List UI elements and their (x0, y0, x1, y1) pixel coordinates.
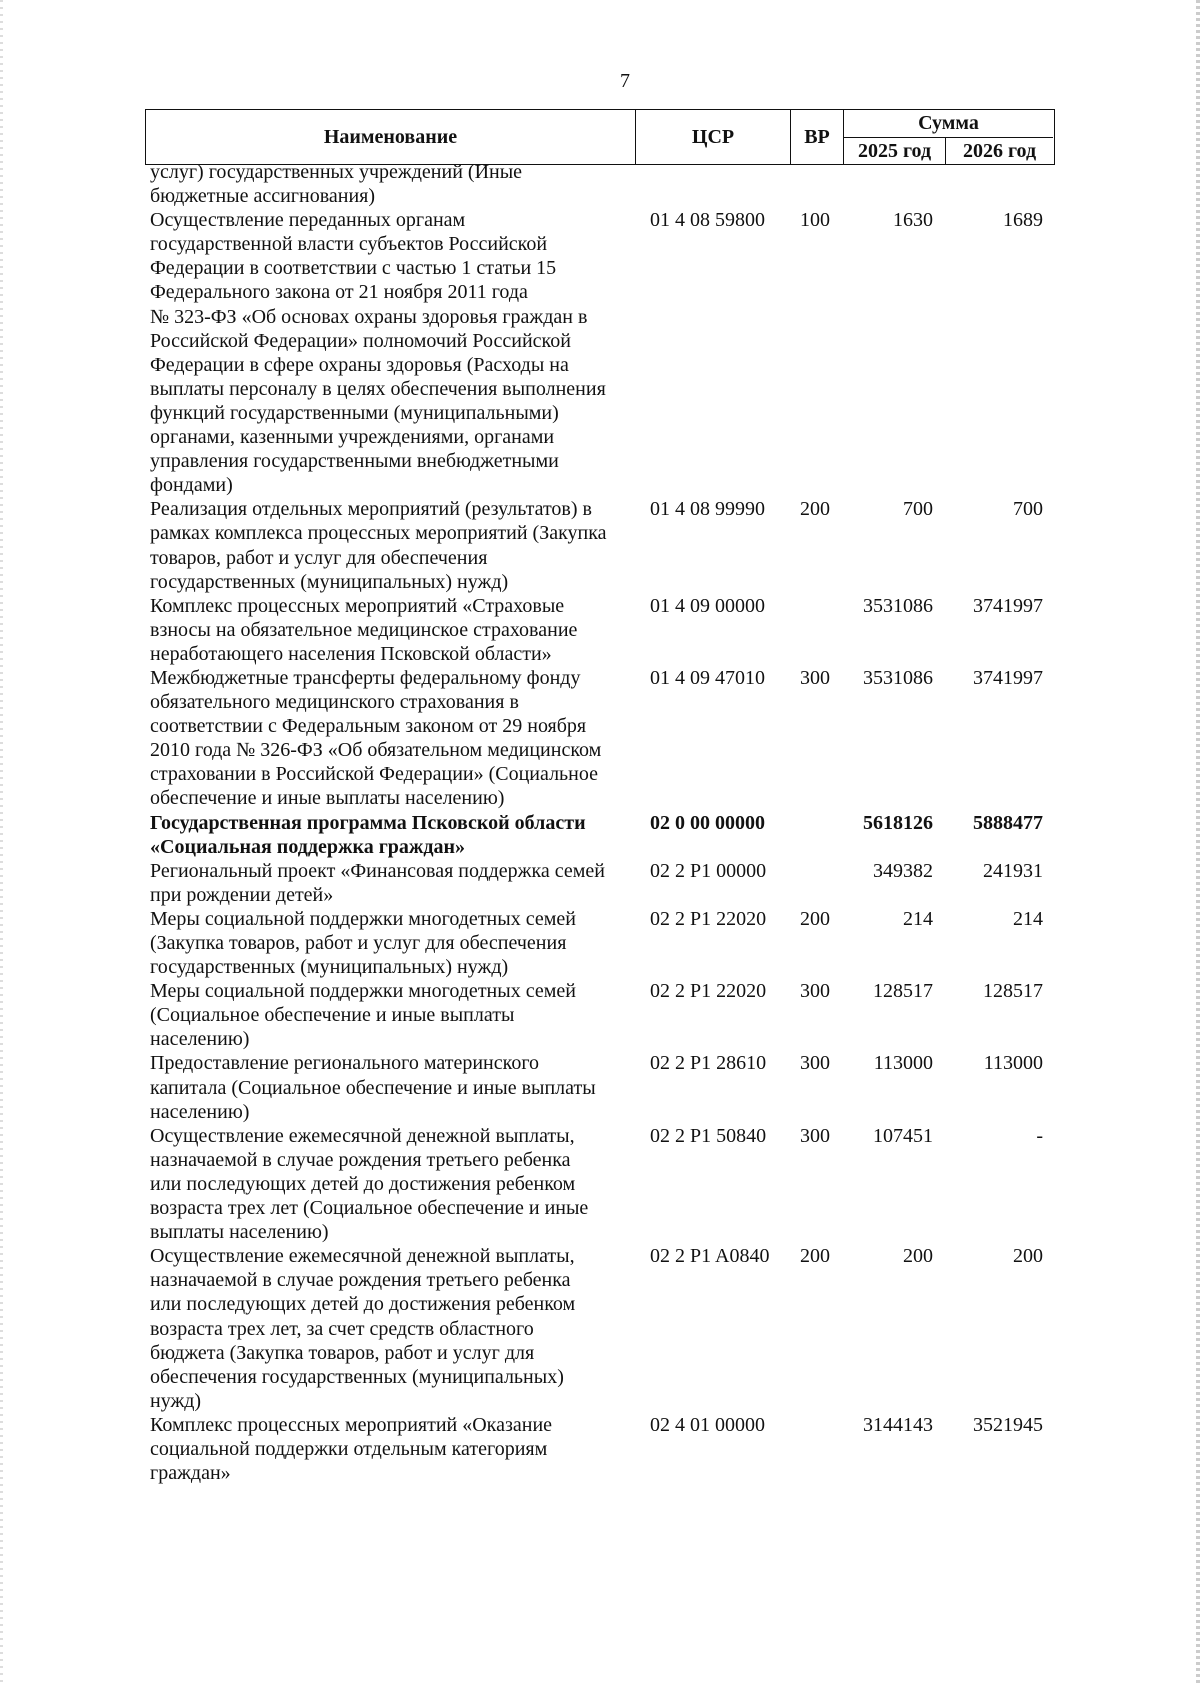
row-sum-2025: 128517 (873, 980, 933, 1003)
scan-edge-left (0, 0, 3, 1686)
row-csr: 02 2 P1 28610 (650, 1052, 767, 1075)
row-csr: 02 0 00 00000 (650, 811, 765, 834)
row-sum-2026: 3521945 (973, 1413, 1043, 1436)
table-row (150, 666, 1060, 811)
scan-edge-right (1196, 0, 1200, 1686)
row-sum-2025: 3144143 (863, 1413, 933, 1436)
row-name: Государственная программа Псковской области «Социальная поддержка граждан» (150, 811, 586, 858)
row-sum-2026: 113000 (983, 1052, 1043, 1075)
table-row (150, 594, 1060, 666)
row-vr (800, 160, 850, 208)
header-name: Наименование (146, 110, 636, 164)
row-sum-2025: 3531086 (863, 594, 933, 617)
header-csr: ЦСР (636, 110, 791, 164)
row-csr: 02 2 P1 00000 (650, 859, 767, 882)
row-name: Осуществление ежемесячной денежной выплаты, назначаемой в случае рождения третьего ребенка или последующих детей до достижения ребенком возраста трех лет (Социальное обеспечение и иные выплаты населению) (150, 1124, 589, 1244)
table-row (150, 1244, 1060, 1413)
table-row (150, 497, 1060, 593)
row-sum-2025: 113000 (873, 1052, 933, 1075)
row-csr: 02 2 P1 22020 (650, 907, 767, 930)
row-sum-2026: 214 (1013, 907, 1043, 930)
row-vr: 300 (800, 666, 830, 689)
row-sum-2026: 5888477 (973, 811, 1043, 834)
table-row (150, 859, 1060, 907)
row-sum-2025: 349382 (873, 859, 933, 882)
row-csr: 01 4 08 59800 (650, 209, 765, 232)
table-header (145, 109, 1055, 165)
row-name: услуг) государственных учреждений (Иные бюджетные ассигнования) (150, 161, 523, 208)
row-sum-2025: 700 (903, 498, 933, 521)
row-sum-2026: 1689 (1003, 209, 1043, 232)
row-name: Предоставление регионального материнского капитала (Социальное обеспечение и иные выплаты населению) (150, 1052, 596, 1123)
row-sum-2026: 700 (1013, 498, 1043, 521)
row-sum-2025: 200 (903, 1245, 933, 1268)
row-sum-2025: 3531086 (863, 666, 933, 689)
row-vr (800, 811, 850, 859)
row-csr: 02 4 01 00000 (650, 1413, 765, 1436)
row-name: Меры социальной поддержки многодетных семей (Социальное обеспечение и иные выплаты населению) (150, 980, 576, 1051)
header-sum: Сумма (844, 110, 1053, 138)
row-name: Осуществление переданных органам государственной власти субъектов Российской Федерации в соответствии с частью 1 статьи 15 Федерального закона от 21 ноября 2011 года № 323-ФЗ «Об основах охраны здоровья граждан в Российской Федерации» полномочий Российской Федерации в сфере охраны здоровья (Расходы на выплаты персоналу в целях обеспечения выполнения функций государственными (муниципальными) органами, казенными учреждениями, органами управления государственными внебюджетными фондами) (150, 209, 606, 497)
row-sum-2025: 1630 (893, 209, 933, 232)
row-vr: 300 (800, 980, 830, 1003)
row-vr: 200 (800, 498, 830, 521)
table-row (150, 811, 1060, 859)
row-name: Комплекс процессных мероприятий «Страховые взносы на обязательное медицинское страхование неработающего населения Псковской области» (150, 594, 578, 665)
table-row (150, 208, 1060, 497)
row-sum-2026 (933, 160, 1043, 208)
page-number: 7 (620, 70, 630, 92)
row-csr (650, 160, 800, 208)
row-sum-2025: 107451 (873, 1124, 933, 1147)
row-vr (800, 1413, 850, 1485)
row-name: Меры социальной поддержки многодетных семей (Закупка товаров, работ и услуг для обеспечения государственных (муниципальных) нужд) (150, 907, 576, 979)
row-name: Реализация отдельных мероприятий (результатов) в рамках комплекса процессных мероприятий (Закупка товаров, работ и услуг для обеспечения государственных (муниципальных) нужд) (150, 498, 607, 593)
table-row (150, 1413, 1060, 1485)
table-row (150, 160, 1060, 208)
row-sum-2025: 5618126 (863, 811, 933, 834)
row-vr: 200 (800, 907, 830, 930)
row-vr: 300 (800, 1124, 830, 1147)
row-csr: 01 4 09 47010 (650, 666, 765, 689)
table-row (150, 1051, 1060, 1123)
row-csr: 01 4 09 00000 (650, 594, 765, 617)
row-sum-2025 (850, 160, 933, 208)
row-sum-2026: 128517 (983, 980, 1043, 1003)
row-csr: 02 2 P1 22020 (650, 980, 767, 1003)
row-csr: 02 2 P1 50840 (650, 1124, 767, 1147)
header-vr: ВР (791, 110, 844, 164)
row-csr: 01 4 08 99990 (650, 498, 765, 521)
row-sum-2026: - (1036, 1124, 1043, 1147)
table-body (150, 160, 1060, 1485)
table-row (150, 979, 1060, 1051)
row-sum-2026: 3741997 (973, 594, 1043, 617)
row-vr: 300 (800, 1052, 830, 1075)
row-sum-2026: 200 (1013, 1245, 1043, 1268)
row-name: Межбюджетные трансферты федеральному фонду обязательного медицинского страхования в соответствии с Федеральным законом от 29 ноября 2010 года № 326-ФЗ «Об обязательном медицинском страховании в Российской Федерации» (Социальное обеспечение и иные выплаты населению) (150, 666, 602, 810)
row-sum-2026: 3741997 (973, 666, 1043, 689)
row-vr (800, 859, 850, 907)
row-csr: 02 2 P1 A0840 (650, 1245, 770, 1268)
row-vr (800, 594, 850, 666)
row-name: Комплекс процессных мероприятий «Оказание социальной поддержки отдельным категориям граждан» (150, 1413, 553, 1485)
row-sum-2026: 241931 (983, 859, 1043, 882)
table-row (150, 1124, 1060, 1244)
row-name: Осуществление ежемесячной денежной выплаты, назначаемой в случае рождения третьего ребенка или последующих детей до достижения ребенком возраста трех лет, за счет средств областного бюджета (Закупка товаров, работ и услуг для обеспечения государственных (муниципальных) нужд) (150, 1245, 576, 1412)
row-name: Региональный проект «Финансовая поддержка семей при рождении детей» (150, 859, 605, 906)
header-2025: 2025 год (844, 138, 946, 164)
row-vr: 100 (800, 209, 830, 232)
table-row (150, 907, 1060, 979)
row-sum-2025: 214 (903, 907, 933, 930)
row-vr: 200 (800, 1245, 830, 1268)
header-2026: 2026 год (962, 139, 1037, 162)
